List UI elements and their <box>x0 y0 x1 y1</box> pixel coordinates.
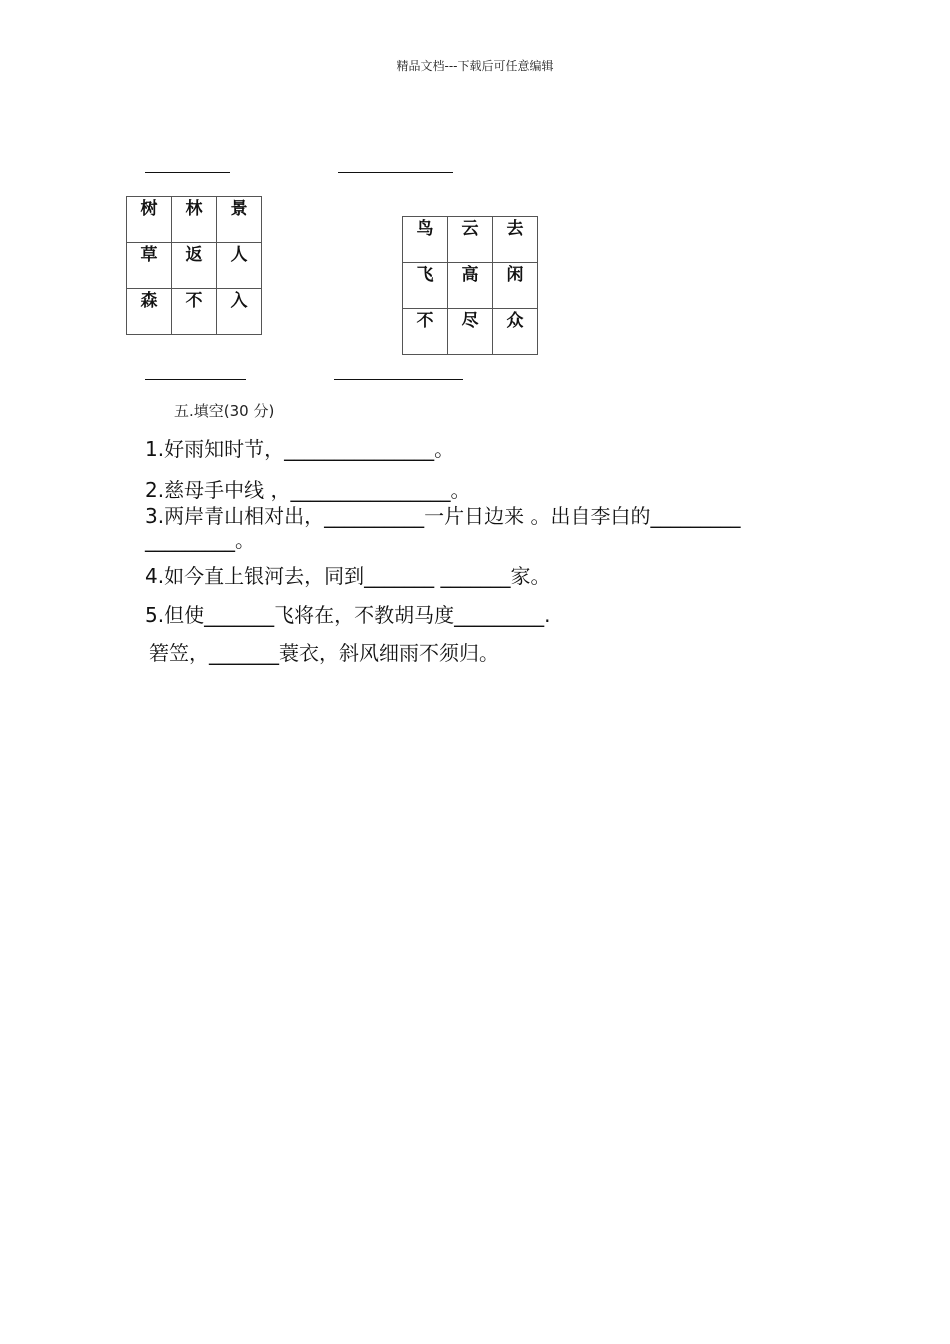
character-grid-right <box>402 216 538 355</box>
section-title: 五.填空(30 分) <box>174 402 275 420</box>
grid-cell: 高 <box>448 263 493 309</box>
question-3-continued: _________。 <box>145 528 255 552</box>
answer-line-top-right <box>338 172 453 173</box>
question-6: 箬笠，_______蓑衣，斜风细雨不须归。 <box>149 641 499 665</box>
grid-cell: 飞 <box>403 263 448 309</box>
question-2: 2.慈母手中线 ，________________。 <box>145 478 471 502</box>
grid-cell: 不 <box>403 309 448 355</box>
grid-cell: 林 <box>172 197 217 243</box>
grid-cell: 鸟 <box>403 217 448 263</box>
grid-cell: 草 <box>127 243 172 289</box>
page-header: 精品文档---下载后可任意编辑 <box>396 59 554 73</box>
grid-cell: 森 <box>127 289 172 335</box>
answer-line-bottom-left <box>145 379 246 380</box>
answer-line-top-left <box>145 172 230 173</box>
grid-cell: 返 <box>172 243 217 289</box>
grid-cell: 景 <box>217 197 262 243</box>
question-1: 1.好雨知时节，_______________。 <box>145 437 455 461</box>
grid-cell: 众 <box>493 309 538 355</box>
character-grid-left <box>126 196 262 335</box>
grid-cell: 不 <box>172 289 217 335</box>
grid-cell: 人 <box>217 243 262 289</box>
grid-cell: 闲 <box>493 263 538 309</box>
grid-cell: 云 <box>448 217 493 263</box>
question-5: 5.但使_______飞将在，不教胡马度_________. <box>145 603 551 627</box>
grid-cell: 尽 <box>448 309 493 355</box>
answer-line-bottom-right <box>334 379 463 380</box>
question-4: 4.如今直上银河去，同到_______ _______家。 <box>145 564 551 588</box>
grid-cell: 入 <box>217 289 262 335</box>
question-3: 3.两岸青山相对出，__________一片日边来 。出自李白的_________ <box>145 504 741 528</box>
grid-cell: 去 <box>493 217 538 263</box>
grid-cell: 树 <box>127 197 172 243</box>
